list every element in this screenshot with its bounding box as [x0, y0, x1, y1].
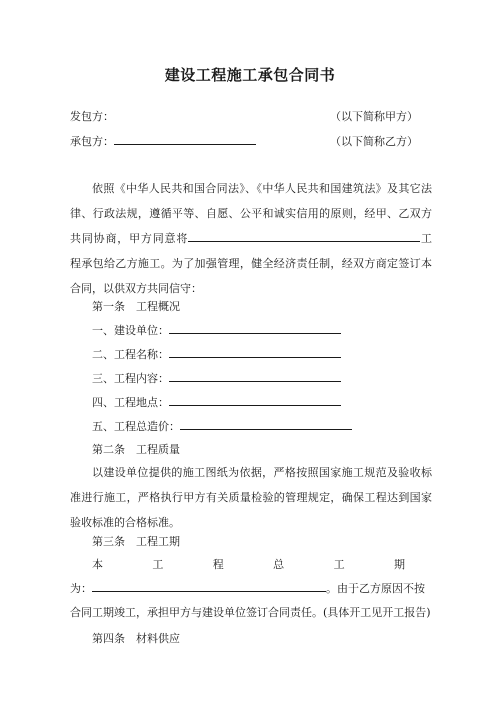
art1-item-4 [92, 394, 341, 410]
intro-text-1: 依照《中华人民共和国合同法》、《中华人民共和国建筑法》及其它法律、行政法规，遵循平等、自愿、公平和诚实信用的原则，经甲、乙双方共同协商，甲方同意将 [70, 182, 432, 245]
article-2-title: 第二条 工程质量 [92, 443, 180, 456]
art3-spread [92, 556, 405, 572]
party-b-blank [114, 134, 256, 145]
art1-item-2 [92, 346, 341, 362]
art1-item-5-blank [180, 419, 352, 430]
art1-item-4-label: 四、工程地点： [92, 396, 169, 409]
document-title: 建设工程施工承包合同书 [164, 66, 336, 84]
party-b-label: 承包方： [70, 135, 114, 148]
art1-item-1-blank [169, 323, 341, 334]
party-a-note: （以下简称甲方） [330, 110, 418, 123]
art3-prefix: 为： [70, 582, 92, 595]
art1-item-3 [92, 370, 341, 386]
art1-item-5 [92, 418, 352, 434]
art1-item-5-label: 五、工程总造价： [92, 420, 180, 433]
art3-line-2 [70, 580, 425, 596]
spread-char: 期 [393, 558, 405, 571]
spread-char: 程 [212, 558, 224, 571]
article-1-title: 第一条 工程概况 [92, 300, 180, 313]
art1-item-2-blank [169, 347, 341, 358]
art3-suffix: 。由于乙方原因不按 [326, 582, 425, 595]
spread-char: 总 [273, 558, 285, 571]
art1-item-4-blank [169, 395, 341, 406]
art1-item-1-label: 一、建设单位： [92, 324, 169, 337]
art1-item-3-blank [169, 371, 341, 382]
spread-char: 工 [152, 558, 164, 571]
party-a-label: 发包方： [70, 110, 114, 123]
project-name-blank [188, 231, 420, 242]
art3-spread-line [92, 556, 405, 572]
party-b-line [70, 133, 256, 149]
spread-char: 工 [333, 558, 345, 571]
party-b-note: （以下简称乙方） [330, 135, 418, 148]
art1-item-3-label: 三、工程内容： [92, 372, 169, 385]
article-3-title: 第三条 工程工期 [92, 535, 180, 548]
article-4-title: 第四条 材料供应 [92, 632, 180, 645]
art1-item-1 [92, 322, 341, 338]
article-2-text: 以建设单位提供的施工图纸为依据，严格按照国家施工规范及验收标准进行施工，严格执行甲方有关质量检验的管理规定，确保工程达到国家验收标准的合格标准。 [70, 466, 432, 529]
art1-item-2-label: 二、工程名称： [92, 348, 169, 361]
art3-line-3: 合同工期竣工，承担甲方与建设单位签订合同责任。(具体开工见开工报告) [70, 606, 431, 619]
intro-text-2: 工程承包给乙方施工。为了加强管理，健全经济责任制，经双方商定签订本合同，以供双方共同信守： [70, 232, 433, 295]
spread-char: 本 [92, 558, 103, 571]
intro-paragraph [70, 176, 432, 301]
duration-blank [92, 581, 326, 592]
party-a-line [70, 108, 114, 124]
